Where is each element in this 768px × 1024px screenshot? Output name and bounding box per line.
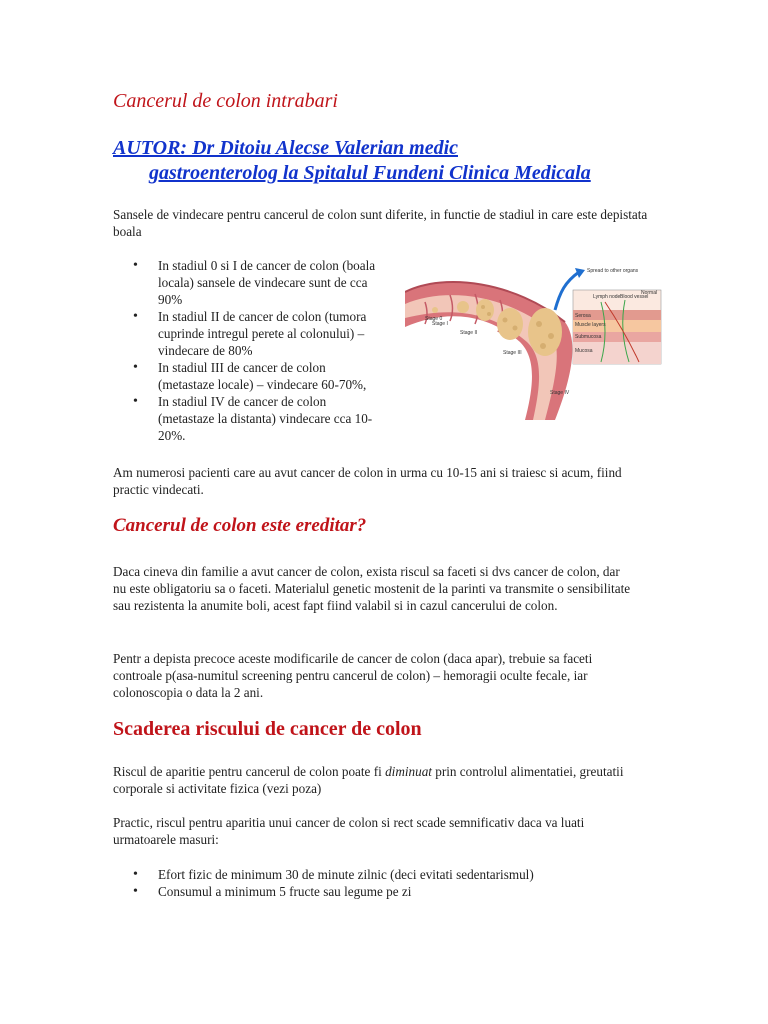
author-block: [113, 136, 673, 186]
document-title: Cancerul de colon intrabari: [113, 90, 338, 112]
stage-line: 20%.: [158, 428, 186, 443]
stage-line: 90%: [158, 292, 183, 307]
stage-list: [113, 257, 408, 444]
tumor-stage-3: [497, 308, 523, 340]
measure-item: • Consumul a minimum 5 fructe sau legume pe zi: [158, 883, 678, 900]
tumor-stage-0: [432, 307, 438, 313]
risk-text: prin controlul alimentatiei, greutatii corporale si activitate fizica (vezi poza): [113, 764, 624, 796]
label-stage-1: Stage I: [432, 321, 448, 327]
label-mucosa: Mucosa: [575, 348, 593, 354]
stage-line: cuprinde intregul perete al colonului) –: [158, 326, 365, 341]
stage-line: vindecare de 80%: [158, 343, 253, 358]
intro-paragraph: Sansele de vindecare pentru cancerul de colon sunt diferite, in functie de stadiul in care este depistata boala: [113, 207, 648, 239]
author-line-1[interactable]: AUTOR: Dr Ditoiu Alecse Valerian medic: [113, 137, 458, 159]
tumor-stage-1: [457, 301, 469, 313]
measures-list: [113, 866, 678, 900]
risk-paragraph: [113, 763, 633, 797]
stage-line: In stadiul IV de cancer de colon: [158, 394, 327, 409]
stage-item: [158, 393, 408, 444]
colon-cancer-stages-illustration: [405, 262, 663, 420]
label-lymph-node: Lymph node: [593, 294, 621, 300]
author-line-2[interactable]: gastroenterolog la Spitalul Fundeni Clinica Medicala: [149, 162, 591, 184]
stage-item: [158, 308, 408, 359]
label-stage-0: Stage 0: [425, 316, 443, 322]
label-blood-vessel: Blood vessel: [620, 294, 649, 300]
label-submucosa: Submucosa: [575, 334, 602, 340]
risk-text: Riscul de aparitie pentru cancerul de colon poate fi: [113, 764, 386, 779]
label-normal: Normal: [641, 290, 658, 296]
label-stage-4: Stage IV: [550, 390, 570, 396]
stage-line: (metastaze locale) – vindecare 60-70%,: [158, 377, 367, 392]
risk-emphasis: diminuat: [385, 764, 432, 779]
stage-line: In stadiul III de cancer de colon: [158, 360, 326, 375]
survivors-paragraph: Am numerosi pacienti care au avut cancer de colon in urma cu 10-15 ani si traiesc si acum, fiind practic vindecati.: [113, 465, 622, 497]
heading-risk-reduction: Scaderea riscului de cancer de colon: [113, 718, 422, 740]
stage-line: locala) sansele de vindecare sunt de cca: [158, 275, 368, 290]
label-serosa: Serosa: [575, 313, 591, 319]
measures-intro-paragraph: Practic, riscul pentru aparitia unui cancer de colon si rect scade semnificativ daca va luati urmatoarele masuri:: [113, 815, 585, 847]
screening-paragraph: Pentr a depista precoce aceste modificarile de cancer de colon (daca apar), trebuie sa faceti controale p(asa-numitul screening pentru cancerul de colon) – hemoragii oculte fecale, iar colonoscopia o data la 2 ani.: [113, 651, 593, 700]
heading-hereditary: Cancerul de colon este ereditar?: [113, 515, 367, 536]
stage-item: [158, 257, 408, 308]
measure-item: • Efort fizic de minimum 30 de minute zilnic (deci evitati sedentarismul): [158, 866, 678, 883]
label-stage-2: Stage II: [460, 330, 478, 336]
label-muscle-layers: Muscle layers: [575, 322, 606, 328]
stage-line: (metastaze la distanta) vindecare cca 10-: [158, 411, 373, 426]
tumor-stage-2: [476, 299, 494, 321]
stage-item: [158, 359, 408, 393]
label-spread: Spread to other organs: [587, 268, 639, 274]
stage-line: In stadiul 0 si I de cancer de colon (boala: [158, 258, 376, 273]
stage-line: In stadiul II de cancer de colon (tumora: [158, 309, 367, 324]
label-stage-3: Stage III: [503, 350, 522, 356]
author-link[interactable]: [113, 137, 673, 186]
hereditary-paragraph: Daca cineva din familie a avut cancer de colon, exista riscul sa faceti si dvs cancer de colon, dar nu este obligatoriu sa o faceti. Materialul genetic mostenit de la parinti va transmite o sensibilitate sau rezistenta la anumite boli, acest fapt fiind valabil si in cazul cancerului de colon.: [113, 564, 631, 613]
tumor-stage-4: [528, 308, 562, 356]
